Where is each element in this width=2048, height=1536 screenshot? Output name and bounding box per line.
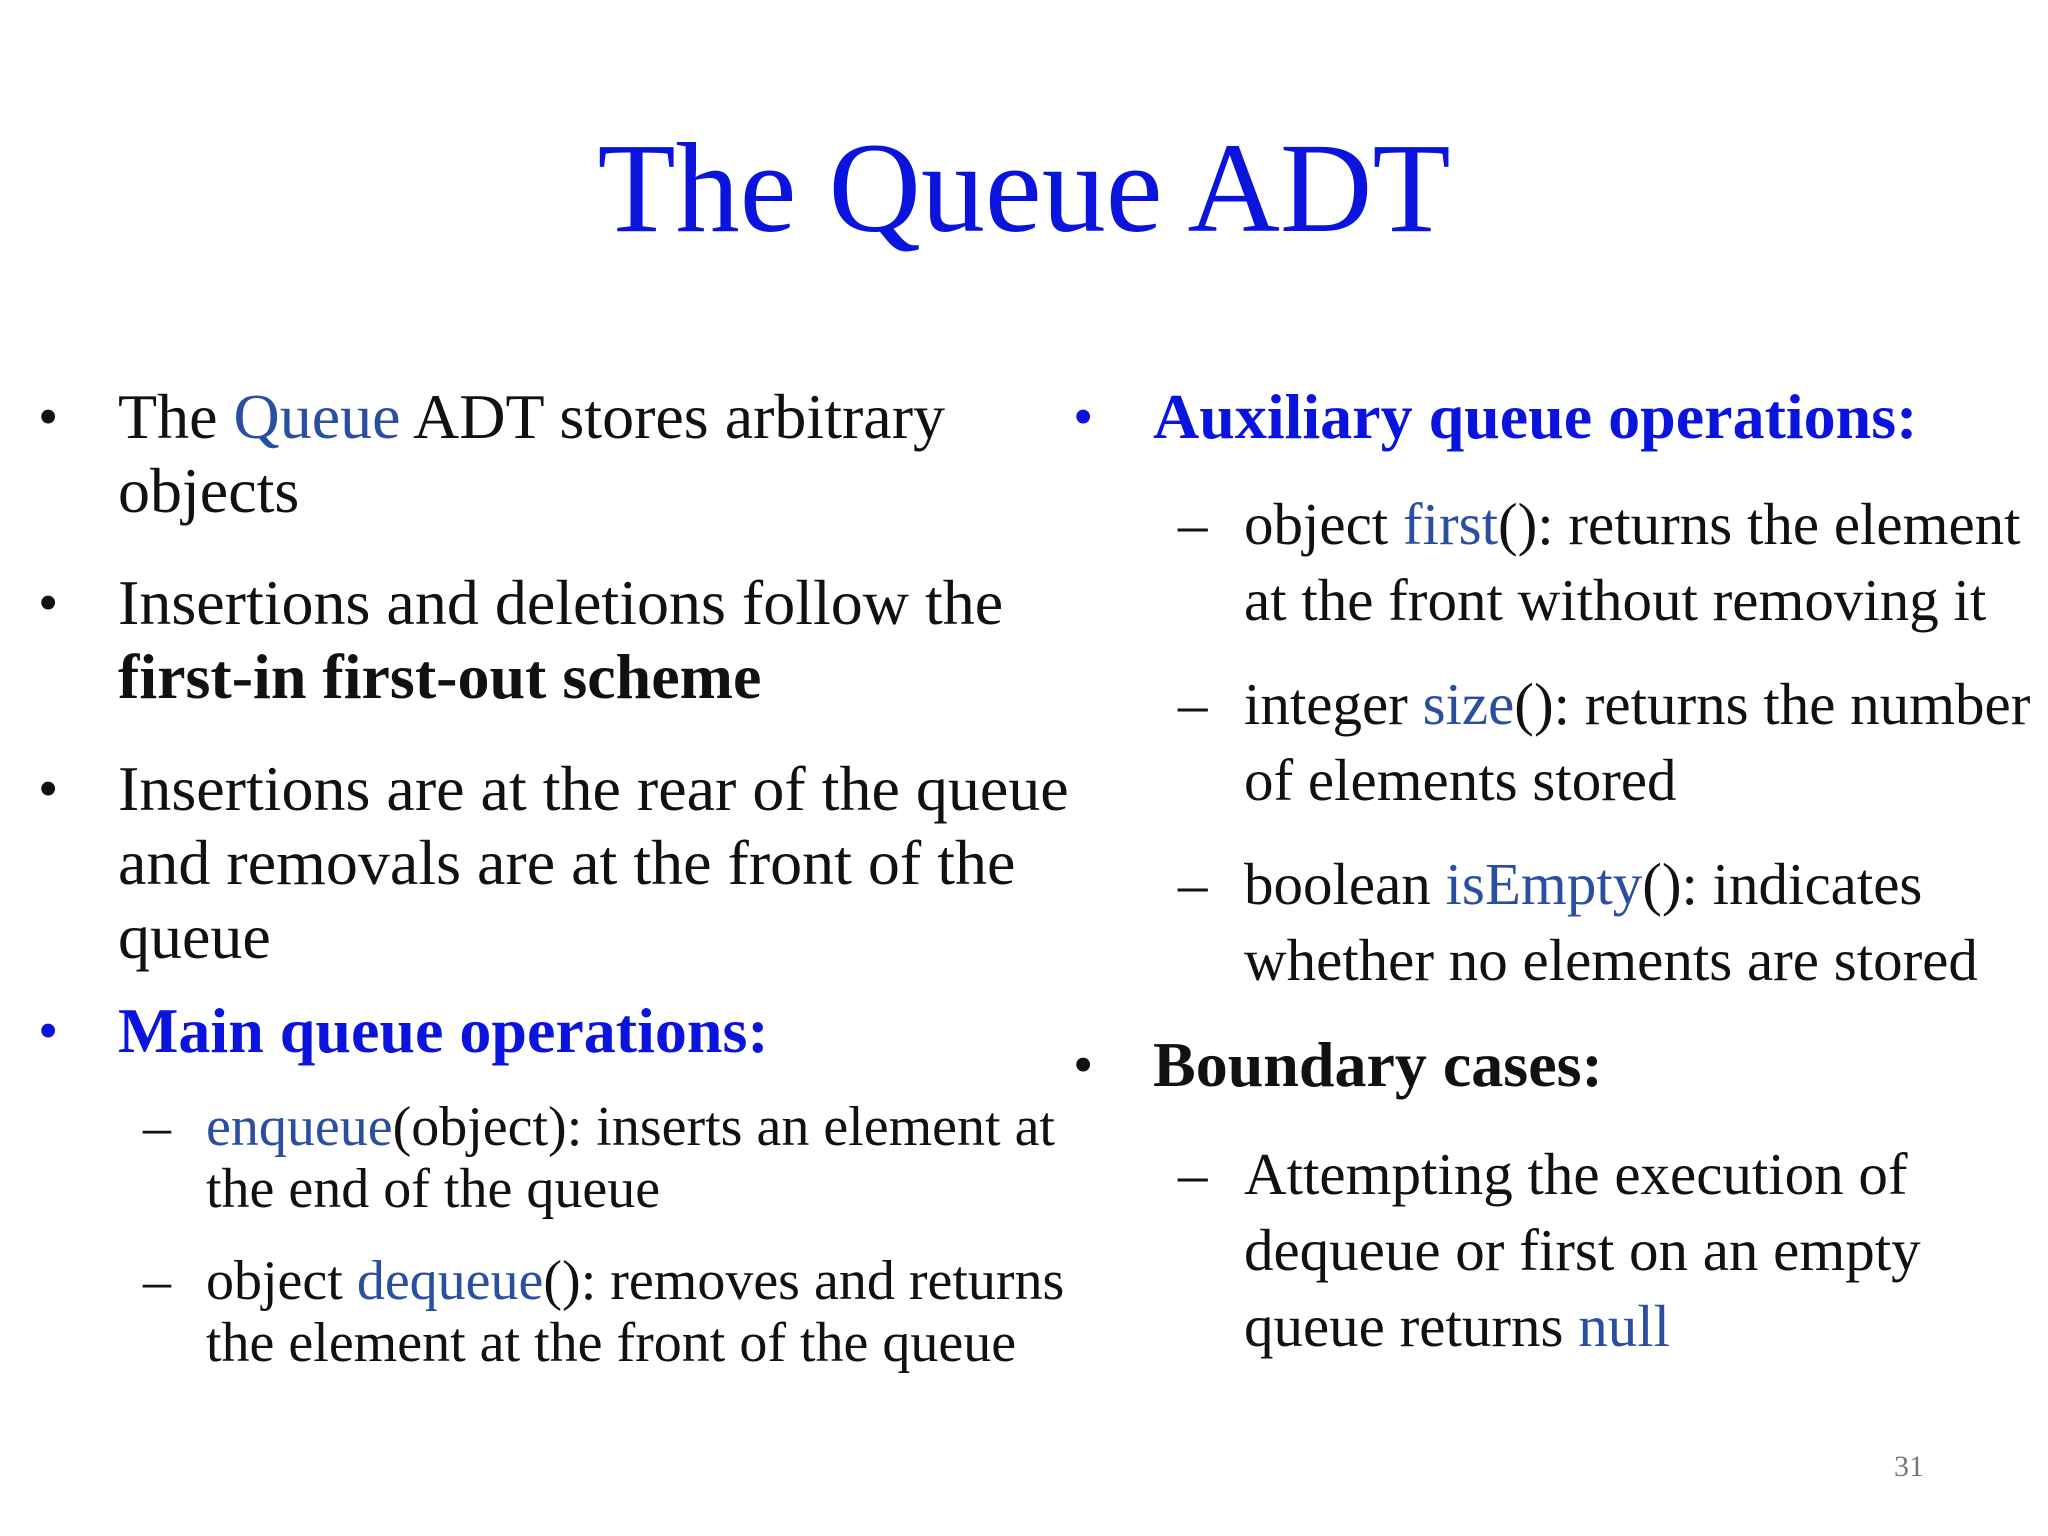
keyword-first: first [1402,491,1498,557]
sub-boundary-null: – Attempting the execution of dequeue or first on an empty queue returns null [1073,1136,2033,1364]
bullet-insertions-rear: • Insertions are at the rear of the queue and removals are at the front of the queue [38,753,1069,972]
left-column [38,380,1078,1374]
fifo-emphasis: first-in first-out scheme [118,641,762,712]
dash-icon: – [1178,491,1208,557]
dash-icon: – [143,1096,171,1158]
dash-icon: – [1178,671,1208,737]
boundary-cases-heading: Boundary cases: [1153,1029,1603,1100]
sub-isempty: – boolean isEmpty(): indicates whether no elements are stored [1073,846,2033,998]
slide-title: The Queue ADT [597,117,1451,259]
bullet-fifo: • Insertions and deletions follow the first-in first-out scheme [38,567,1004,712]
auxiliary-operations-heading: Auxiliary queue operations: [1153,381,1918,452]
dash-icon: – [1178,1141,1208,1207]
sub-dequeue: – object dequeue(): removes and returns the element at the front of the queue [143,1250,1065,1374]
bullet-icon: • [1073,384,1094,449]
right-column [1073,380,2033,1364]
bullet-main-operations [38,994,1078,1068]
page-number: 31 [1894,1450,1924,1483]
sub-size: – integer size(): returns the number of elements stored [1073,666,2033,818]
bullet-icon: • [38,570,59,635]
keyword-size: size [1422,671,1515,737]
bullet-icon: • [38,756,59,821]
keyword-null: null [1578,1293,1671,1359]
bullet-auxiliary-operations [1073,380,2033,454]
sub-enqueue: – enqueue(object): inserts an element at the end of the queue [143,1096,1055,1220]
bullet-icon: • [1073,1032,1094,1097]
bullet-boundary-cases [1073,1028,2033,1102]
dash-icon: – [143,1250,171,1312]
keyword-enqueue: enqueue [206,1096,393,1158]
keyword-isempty: isEmpty [1445,851,1643,917]
bullet-icon: • [38,998,59,1063]
bullet-queue-stores: • The Queue ADT stores arbitrary objects [38,381,945,526]
bullet-icon: • [38,384,59,449]
dash-icon: – [1178,851,1208,917]
keyword-queue: Queue [233,381,401,452]
keyword-dequeue: dequeue [356,1250,544,1312]
sub-first: – object first(): returns the element at the front without removing it [1073,486,2033,638]
main-operations-heading: Main queue operations: [118,995,769,1066]
